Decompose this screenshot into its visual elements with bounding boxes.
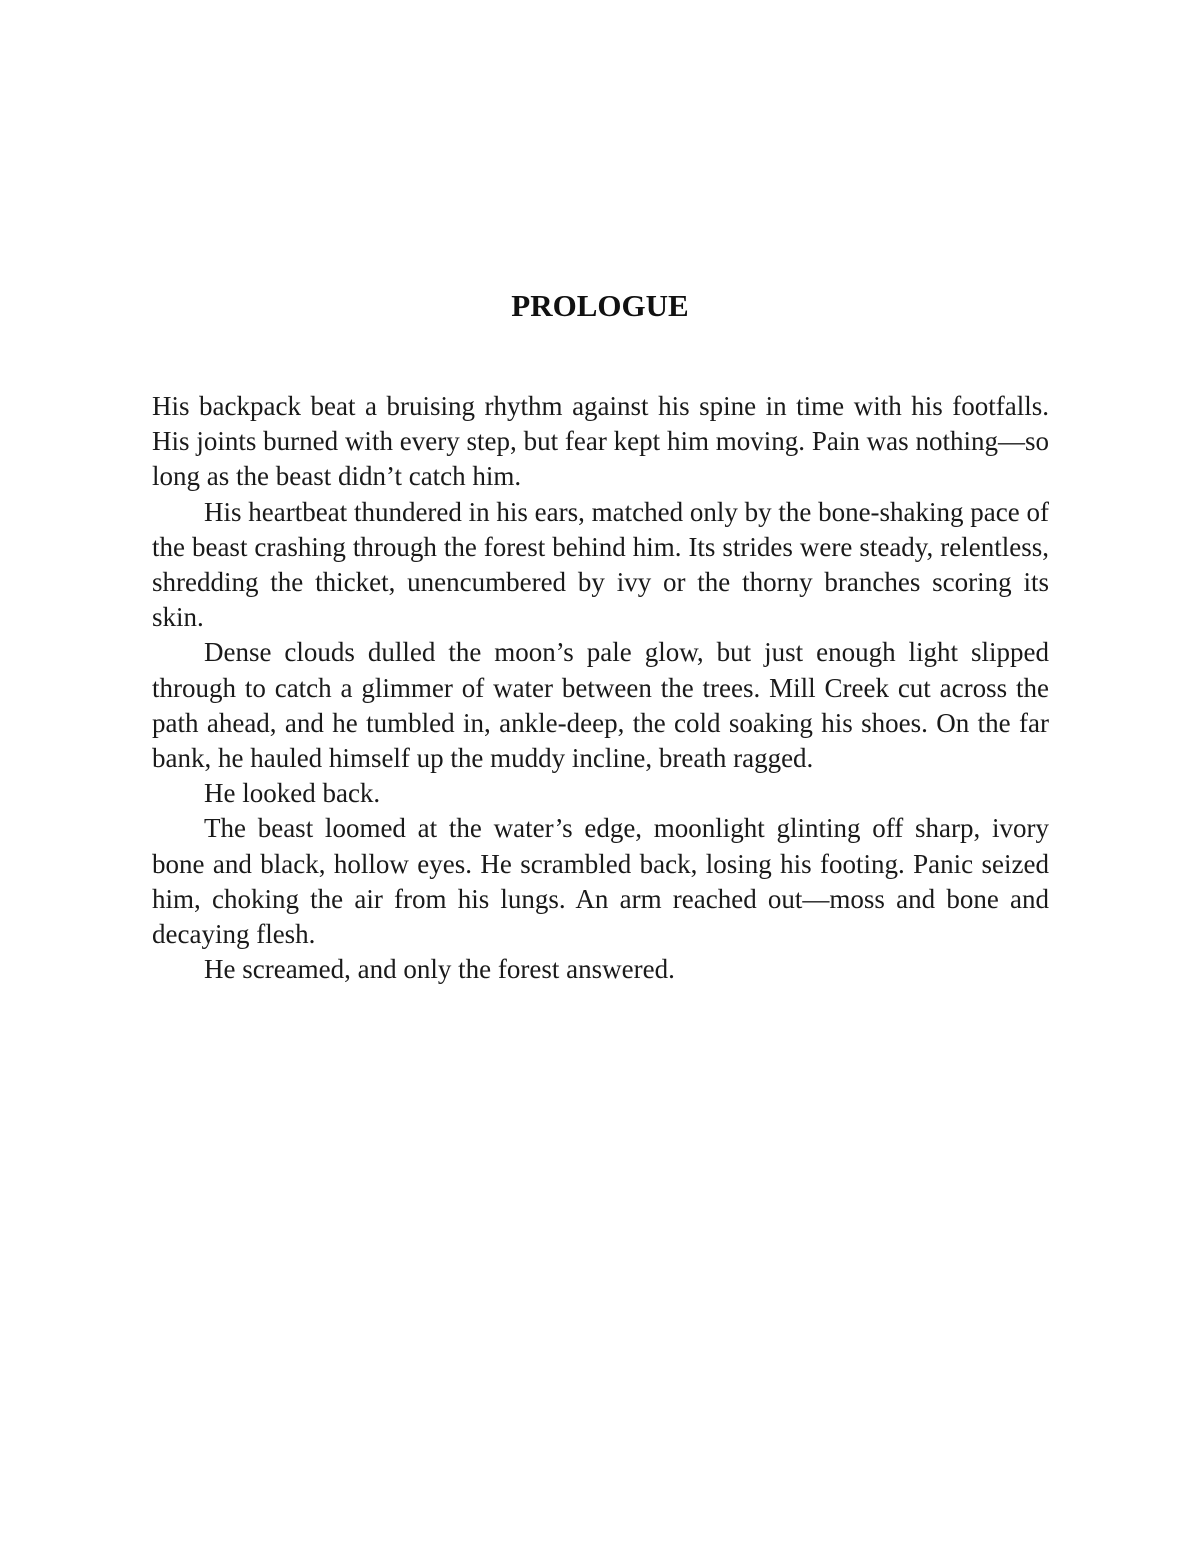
- paragraph-6: He screamed, and only the forest answered.: [204, 954, 675, 985]
- paragraph-5: The beast loomed at the water’s edge, moonlight glinting off sharp, ivory bone and black, hollow eyes. He scrambled back, losing his footing. Panic seized him, choking the air from his lungs. An arm reached out—moss and bone and decaying flesh.: [152, 813, 1049, 950]
- paragraph-1: His backpack beat a bruising rhythm against his spine in time with his footfalls. His joints burned with every step, but fear kept him moving. Pain was nothing—so long as the beast didn’t catch him.: [152, 391, 1049, 492]
- prologue-body: [152, 389, 1049, 987]
- chapter-title: PROLOGUE: [511, 288, 689, 323]
- paragraph-4: He looked back.: [204, 778, 381, 809]
- paragraph-3: Dense clouds dulled the moon’s pale glow, but just enough light slipped through to catch a glimmer of water between the trees. Mill Creek cut across the path ahead, and he tumbled in, ankle-deep, the cold soaking his shoes. On the far bank, he hauled himself up the muddy incline, breath ragged.: [152, 637, 1049, 774]
- paragraph-2: His heartbeat thundered in his ears, matched only by the bone-shaking pace of the beast crashing through the forest behind him. Its strides were steady, relentless, shredding the thicket, unencumbered by ivy or the thorny branches scoring its skin.: [152, 496, 1049, 633]
